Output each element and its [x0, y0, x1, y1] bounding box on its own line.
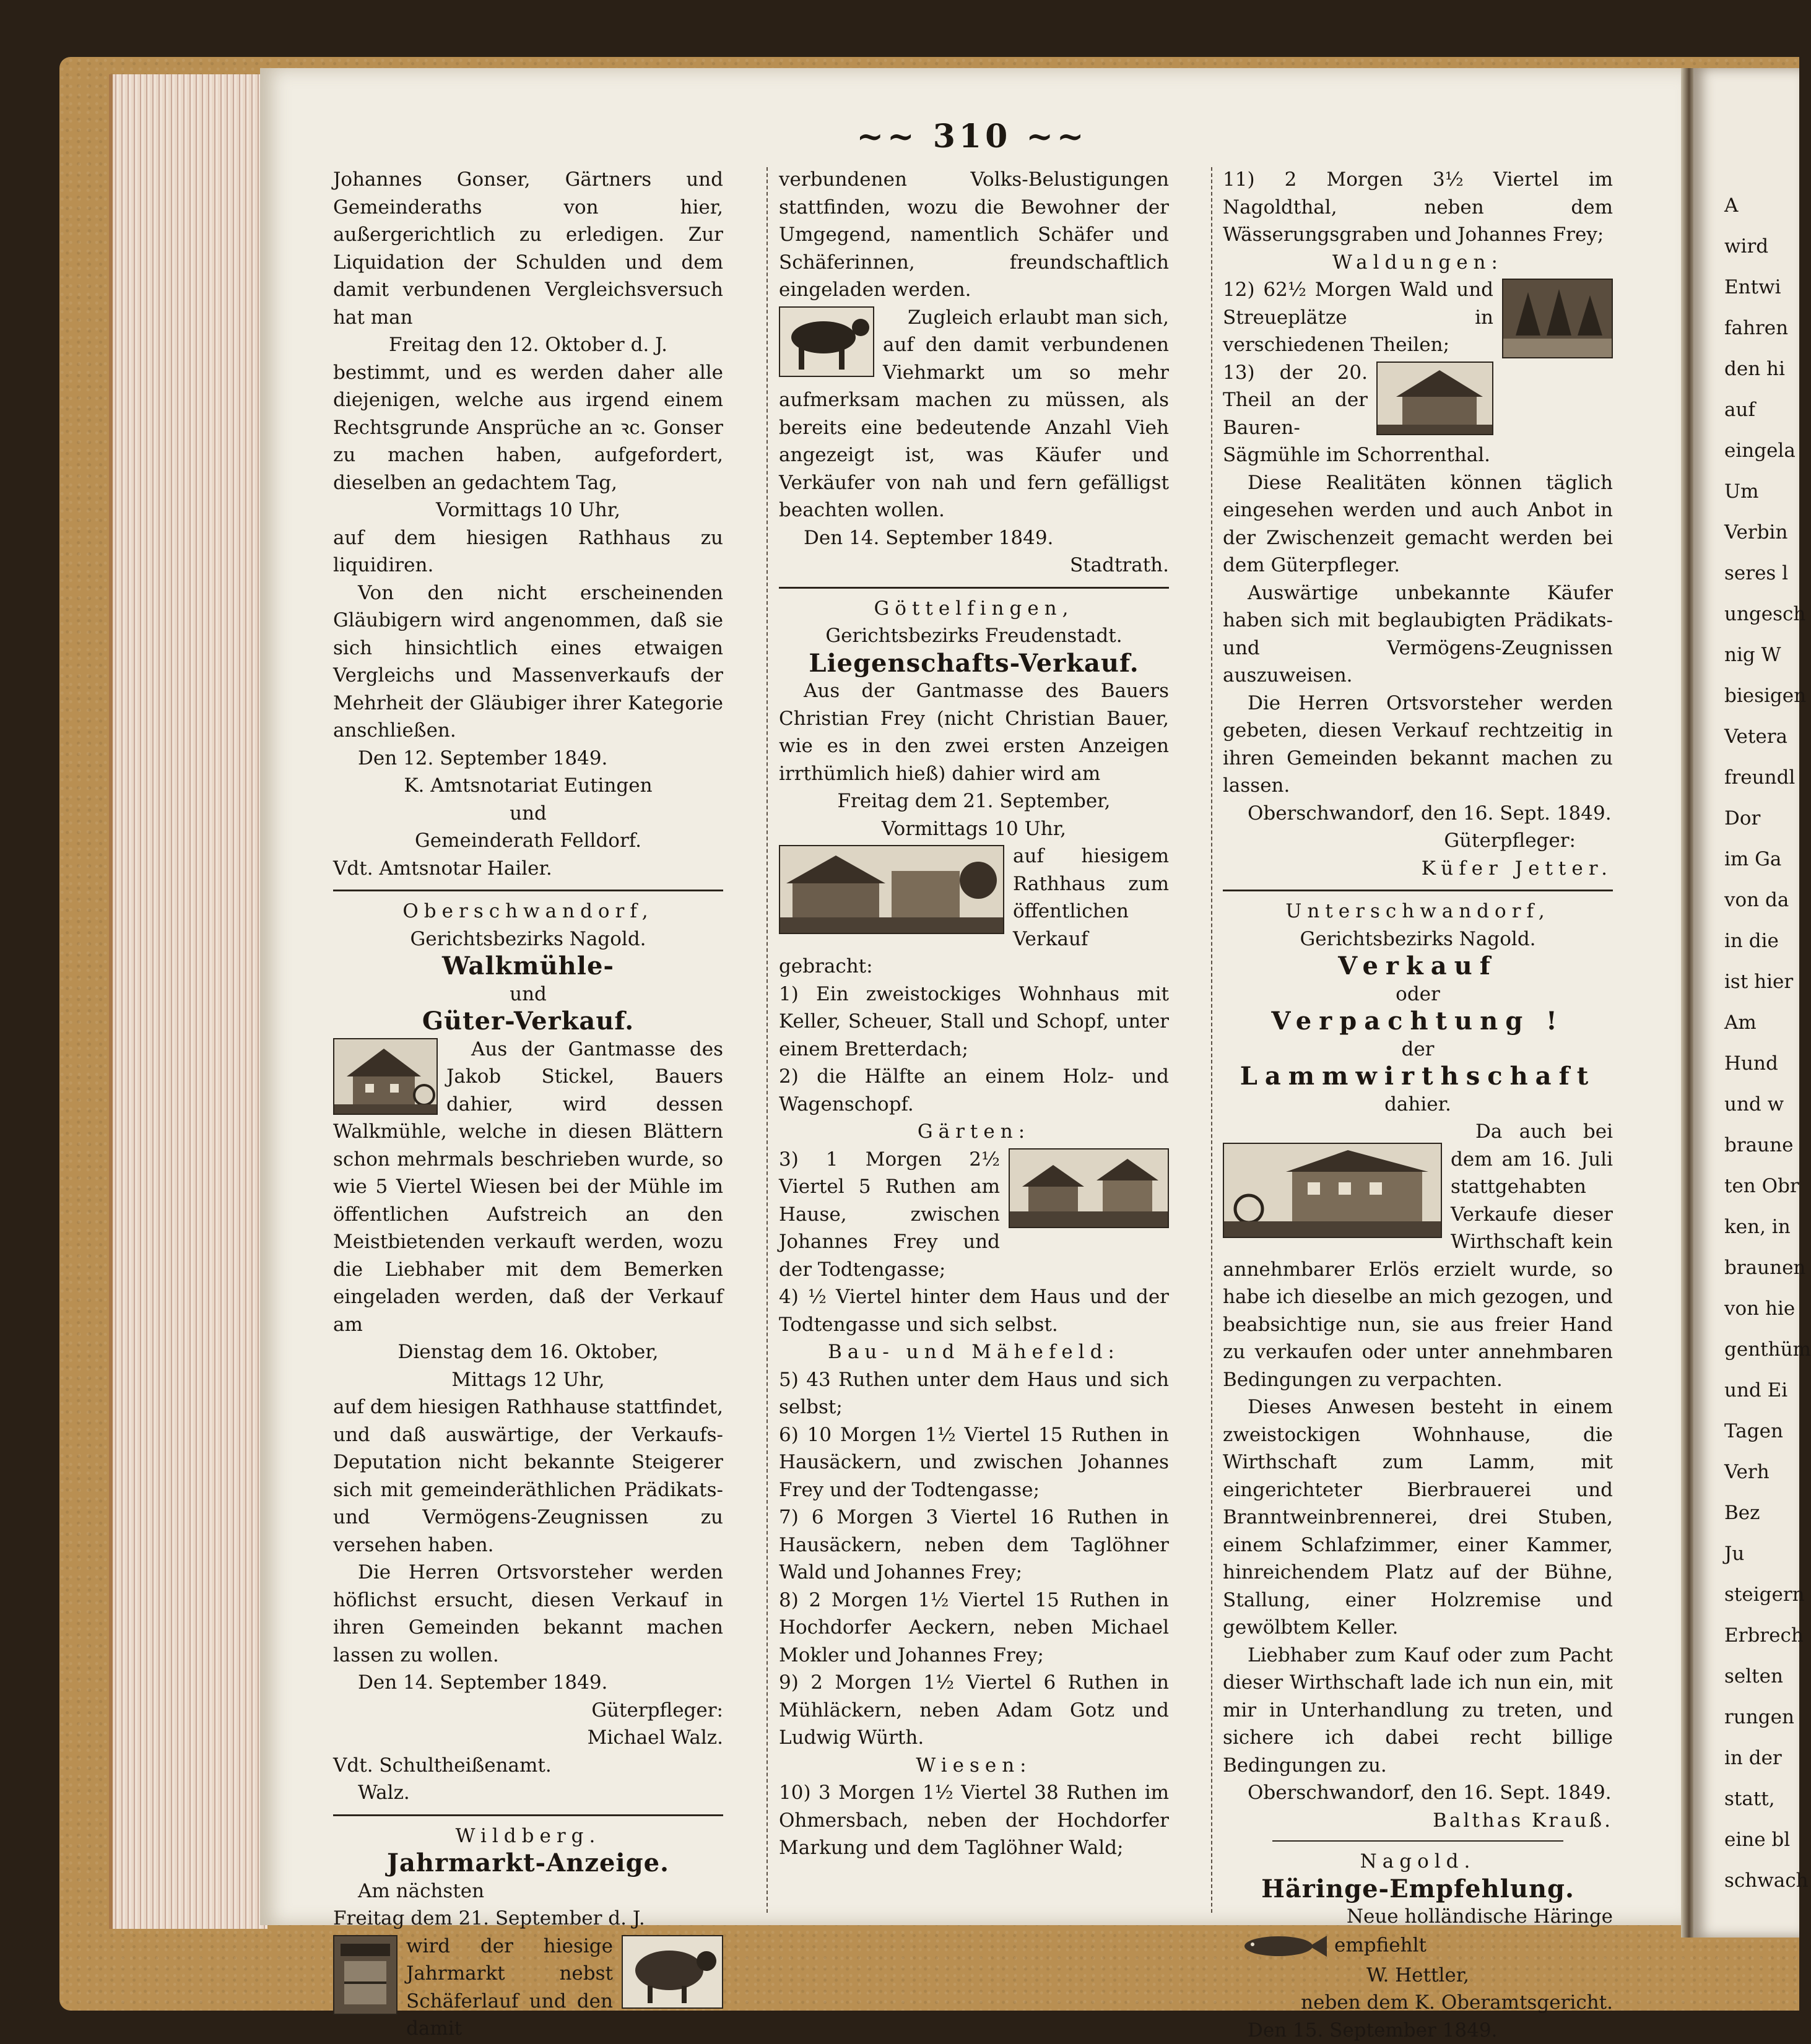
item-8: 8) 2 Morgen 1½ Viertel 15 Ruthen in Hochdorfer Aeckern, neben Michael Mokler und Johannes Frey; — [779, 1587, 1169, 1669]
gonser-text-2: bestimmt, und es werden daher alle diejenigen, welche aus irgend einem Rechtsgrunde Ansprüche an ꝛc. Gonser zu machen haben, aufgefordert, dieselben an gedachtem Tag, — [333, 359, 723, 497]
rule — [333, 1814, 723, 1816]
next-page-word: ungesch — [1724, 600, 1805, 628]
gonser-text: Johannes Gonser, Gärtners und Gemeinderaths von hier, außergerichtlich zu erledigen. Zur Liquidation der Schulden und dem damit verbundenen Vergleichsversuch hat man — [333, 166, 723, 331]
next-page-word: Tagen — [1724, 1418, 1783, 1445]
next-page-word: in die — [1724, 927, 1779, 955]
markt-dated: Den 14. September 1849. — [779, 524, 1169, 552]
col3-text-2: Auswärtige unbekannte Käufer haben sich mit beglaubigten Prädikats- und Vermögens-Zeugnissen auszuweisen. — [1223, 579, 1613, 690]
next-page-word: rungen — [1724, 1704, 1794, 1731]
walk-sig-4: Walz. — [333, 1779, 723, 1807]
next-page-word: von hie — [1724, 1295, 1795, 1323]
markt-text: wird der hiesige Jahrmarkt nebst Schäferlauf und den damit — [333, 1933, 723, 2043]
heading-bau: Bau- und Mähefeld: — [779, 1338, 1169, 1366]
fish-woodcut-icon — [1235, 1931, 1328, 1962]
next-page-word: A — [1724, 192, 1738, 220]
page-number: ~~ 310 ~~ — [260, 118, 1684, 155]
item-11: 11) 2 Morgen 3½ Viertel im Nagoldthal, neben dem Wässerungsgraben und Johannes Frey; — [1223, 166, 1613, 249]
haering-title: Häringe-Empfehlung. — [1223, 1876, 1613, 1903]
lamm-dated: Oberschwandorf, den 16. Sept. 1849. — [1223, 1779, 1613, 1807]
forest-woodcut-icon — [1502, 279, 1613, 358]
gonser-sig-4: Vdt. Amtsnotar Hailer. — [333, 855, 723, 883]
walk-text-3: Die Herren Ortsvorsteher werden höflichst ersucht, diesen Verkauf in ihren Gemeinden bekannt machen lassen zu wollen. — [333, 1559, 723, 1669]
next-page-word: Bez — [1724, 1499, 1760, 1527]
heading-wald: Waldungen: — [1223, 249, 1613, 277]
item-2: 2) die Hälfte an einem Holz- und Wagenschopf. — [779, 1063, 1169, 1118]
rule — [1223, 890, 1613, 891]
walk-title-2: Güter-Verkauf. — [333, 1008, 723, 1036]
next-page-word: eingela — [1724, 437, 1796, 465]
item-6: 6) 10 Morgen 1½ Viertel 15 Ruthen in Hausäckern, und zwischen Johannes Frey und der Todtengasse; — [779, 1421, 1169, 1504]
rule — [779, 587, 1169, 589]
inn-woodcut-icon — [1223, 1143, 1442, 1238]
next-page-word: Hund — [1724, 1050, 1778, 1078]
next-page-word: freundl — [1724, 764, 1795, 792]
next-page-word: wird — [1724, 233, 1768, 261]
next-page-word: Um — [1724, 478, 1759, 506]
booth-woodcut-icon — [333, 1935, 397, 2015]
walk-dated: Den 14. September 1849. — [333, 1669, 723, 1697]
lamm-district: Gerichtsbezirks Nagold. — [1223, 925, 1613, 953]
item-12: 12) 62½ Morgen Wald und Streueplätze in verschiedenen Theilen; — [1223, 276, 1613, 359]
haering-line-2: empfiehlt — [1223, 1931, 1613, 1962]
markt-place: Wildberg. — [333, 1822, 723, 1850]
next-page-word: und Ei — [1724, 1377, 1787, 1405]
item-13: 13) der 20. Theil an der Bauren-Sägmühle im Schorrenthal. — [1223, 359, 1613, 469]
farmhouse-woodcut-icon — [779, 845, 1004, 934]
goett-loc: auf hiesigem Rathhaus zum öffentlichen Verkauf gebracht: — [779, 842, 1169, 981]
next-page-word: schwach — [1724, 1867, 1809, 1895]
gonser-text-4: Von den nicht erscheinenden Gläubigern wird angenommen, daß sie sich hinsichtlich eines etwaigen Vergleichs und Massenverkaufs der Mehrheit der Gläubiger ihrer Kategorie anschließen. — [333, 579, 723, 745]
rule — [1272, 1840, 1563, 1842]
next-page-word: Vetera — [1724, 723, 1787, 751]
next-page-word: von da — [1724, 886, 1789, 914]
gonser-sig-2: und — [333, 800, 723, 828]
mill-woodcut-icon — [333, 1038, 438, 1115]
walk-und: und — [333, 981, 723, 1008]
item-7: 7) 6 Morgen 3 Viertel 16 Ruthen in Hausäckern, neben dem Taglöhner Wald und Johannes Frey; — [779, 1504, 1169, 1587]
walk-place: Oberschwandorf, — [333, 898, 723, 925]
next-page-word: und w — [1724, 1091, 1784, 1119]
next-page-word: eine bl — [1724, 1826, 1790, 1854]
gonser-time: Vormittags 10 Uhr, — [333, 496, 723, 524]
walk-district: Gerichtsbezirks Nagold. — [333, 925, 723, 953]
col3-text-1: Diese Realitäten können täglich eingesehen werden und auch Anbot in der Zwischenzeit gemacht werden bei dem Güterpfleger. — [1223, 469, 1613, 579]
item-9: 9) 2 Morgen 1½ Viertel 6 Ruthen in Mühläckern, neben Adam Gotz und Ludwig Würth. — [779, 1669, 1169, 1752]
haering-line-3: W. Hettler, — [1223, 1962, 1613, 1990]
column-divider — [1211, 167, 1212, 1913]
walk-text-2: auf dem hiesigen Rathhause stattfindet, und daß auswärtige, der Verkaufs-Deputation nicht bekannte Steigerer sich mit gemeinderäthlichen Prädikats- und Vermögens-Zeugnissen zu versehen haben. — [333, 1393, 723, 1559]
next-page-word: seres l — [1724, 560, 1788, 587]
newspaper-page — [260, 68, 1684, 1925]
walk-sig-3: Vdt. Schultheißenamt. — [333, 1752, 723, 1780]
heading-gaerten: Gärten: — [779, 1118, 1169, 1146]
page-edges — [109, 74, 267, 1929]
walk-sig-2: Michael Walz. — [333, 1724, 723, 1752]
gonser-sig-3: Gemeinderath Felldorf. — [333, 827, 723, 855]
next-page-word: biesigen — [1724, 682, 1806, 710]
lamm-title-4: der — [1223, 1036, 1613, 1063]
next-page-word: Am — [1724, 1009, 1757, 1037]
heading-wiesen: Wiesen: — [779, 1752, 1169, 1780]
next-page-word: Dor — [1724, 805, 1760, 833]
goett-place: Göttelfingen, — [779, 595, 1169, 623]
goett-time: Vormittags 10 Uhr, — [779, 815, 1169, 843]
goett-intro: Aus der Gantmasse des Bauers Christian Frey (nicht Christian Bauer, wie es in den zwei ersten Anzeigen irrthümlich hieß) dahier wird am — [779, 677, 1169, 787]
lamm-text-1: Da auch bei dem am 16. Juli stattgehabten Verkaufe dieser Wirthschaft kein annehmbarer Erlös erzielt wurde, so habe ich dieselbe an mich gezogen, und beabsichtige nun, sie aus freier Hand zu verkaufen oder unter annehmbaren Bedingungen zu verpachten. — [1223, 1118, 1613, 1393]
goett-title: Liegenschafts-Verkauf. — [779, 650, 1169, 678]
next-page-word: genthüm — [1724, 1336, 1811, 1364]
haering-line-4: neben dem K. Oberamtsgericht. — [1223, 1989, 1613, 2017]
haering-dated: Den 15. September 1849. — [1223, 2017, 1613, 2044]
next-page-fragment — [1693, 68, 1799, 1938]
item-5: 5) 43 Ruthen unter dem Haus und sich selbst; — [779, 1366, 1169, 1421]
gonser-dated: Den 12. September 1849. — [333, 745, 723, 773]
next-page-word: ten Obr — [1724, 1172, 1799, 1200]
lamm-title-6: dahier. — [1223, 1091, 1613, 1119]
lamm-title-2: oder — [1223, 981, 1613, 1008]
column-3 — [1223, 166, 1613, 2044]
next-page-word: Erbrech — [1724, 1622, 1804, 1650]
next-page-word: auf — [1724, 396, 1755, 424]
haering-line-1: Neue holländische Häringe — [1223, 1903, 1613, 1931]
column-1 — [333, 166, 723, 2043]
sawmill-woodcut-icon — [1376, 362, 1493, 435]
col3-sig-1: Güterpfleger: — [1223, 827, 1613, 855]
next-page-word: steigern — [1724, 1581, 1805, 1609]
col3-dated: Oberschwandorf, den 16. Sept. 1849. — [1223, 800, 1613, 828]
col3-sig-2: Küfer Jetter. — [1223, 855, 1613, 883]
markt-text-2: Zugleich erlaubt man sich, auf den damit verbundenen Viehmarkt um so mehr aufmerksam machen zu müssen, als bereits eine bedeutende Anzahl Vieh angezeigt ist, was Käufer und Verkäufer von nah und fern gefälligst beachten wollen. — [779, 304, 1169, 524]
rule — [333, 890, 723, 891]
next-page-word: nig W — [1724, 641, 1781, 669]
village-woodcut-icon — [1009, 1148, 1169, 1228]
goett-district: Gerichtsbezirks Freudenstadt. — [779, 622, 1169, 650]
column-divider — [767, 167, 768, 1913]
item-4: 4) ½ Viertel hinter dem Haus und der Todtengasse und sich selbst. — [779, 1283, 1169, 1338]
lamm-place: Unterschwandorf, — [1223, 898, 1613, 925]
lamm-title-5: Lammwirthschaft — [1223, 1063, 1613, 1091]
next-page-word: ken, in — [1724, 1213, 1791, 1241]
column-2 — [779, 166, 1169, 1862]
next-page-word: braunen — [1724, 1254, 1805, 1282]
next-page-word: fahren — [1724, 314, 1788, 342]
lamm-title-1: Verkauf — [1223, 953, 1613, 981]
next-page-word: selten — [1724, 1663, 1783, 1691]
walk-date: Dienstag dem 16. Oktober, — [333, 1338, 723, 1366]
next-page-word: Ju — [1724, 1540, 1744, 1568]
next-page-word: Verh — [1724, 1458, 1770, 1486]
lamm-sig: Balthas Krauß. — [1223, 1807, 1613, 1835]
next-page-word: Verbin — [1724, 519, 1787, 547]
item-10: 10) 3 Morgen 1½ Viertel 38 Ruthen im Ohmersbach, neben der Hochdorfer Markung und dem Taglöhner Wald; — [779, 1779, 1169, 1862]
gonser-sig-1: K. Amtsnotariat Eutingen — [333, 772, 723, 800]
next-page-word: Entwi — [1724, 274, 1781, 301]
goett-date: Freitag dem 21. September, — [779, 787, 1169, 815]
next-page-word: statt, — [1724, 1785, 1775, 1813]
walk-text-1: Aus der Gantmasse des Jakob Stickel, Bauers dahier, wird dessen Walkmühle, welche in diesen Blättern schon mehrmals beschrieben wurde, so wie 5 Viertel Wiesen bei der Mühle im öffentlichen Aufstreich an den Meistbietenden verkauft werden, wozu die Liebhaber mit dem Bemerken eingeladen werden, daß der Verkauf am — [333, 1036, 723, 1339]
sheep-woodcut-icon — [622, 1935, 723, 2009]
walk-title-1: Walkmühle- — [333, 953, 723, 981]
walk-sig-1: Güterpfleger: — [333, 1697, 723, 1725]
markt-line-2: Freitag dem 21. September d. J. — [333, 1905, 723, 1933]
item-1: 1) Ein zweistockiges Wohnhaus mit Keller, Scheuer, Stall und Schopf, unter einem Bretterdach; — [779, 981, 1169, 1063]
next-page-word: braune — [1724, 1132, 1793, 1159]
next-page-word: in der — [1724, 1744, 1782, 1772]
next-page-word: ist hier — [1724, 968, 1793, 996]
haering-place: Nagold. — [1223, 1848, 1613, 1876]
gonser-text-3: auf dem hiesigen Rathhaus zu liquidiren. — [333, 524, 723, 579]
item-3: 3) 1 Morgen 2½ Viertel 5 Ruthen am Hause, zwischen Johannes Frey und der Todtengasse; — [779, 1146, 1169, 1284]
lamm-title-3: Verpachtung ! — [1223, 1008, 1613, 1036]
gonser-date: Freitag den 12. Oktober d. J. — [333, 331, 723, 359]
lamm-text-2: Dieses Anwesen besteht in einem zweistockigen Wohnhause, die Wirthschaft zum Lamm, mit eingerichteter Bierbrauerei und Branntweinbrennerei, drei Stuben, einem Schlafzimmer, einer Kammer, hinreichendem Platz auf der Bühne, Stallung, einer Holzremise und gewölbtem Keller. — [1223, 1393, 1613, 1642]
lamm-text-3: Liebhaber zum Kauf oder zum Pacht dieser Wirthschaft lade ich nun ein, mit mir in Unterhandlung zu treten, und sichere ich dabei recht billige Bedingungen zu. — [1223, 1642, 1613, 1780]
next-page-word: im Ga — [1724, 846, 1781, 873]
cow-woodcut-icon — [779, 306, 874, 377]
markt-line-1: Am nächsten — [333, 1877, 723, 1905]
markt-text-cont: verbundenen Volks-Belustigungen stattfinden, wozu die Bewohner der Umgegend, namentlich Schäfer und Schäferinnen, freundschaftlich eingeladen werden. — [779, 166, 1169, 304]
markt-title: Jahrmarkt-Anzeige. — [333, 1850, 723, 1877]
next-page-word: den hi — [1724, 355, 1785, 383]
walk-time: Mittags 12 Uhr, — [333, 1366, 723, 1394]
col3-text-3: Die Herren Ortsvorsteher werden gebeten, diesen Verkauf rechtzeitig in ihren Gemeinden bekannt machen zu lassen. — [1223, 690, 1613, 800]
markt-sig: Stadtrath. — [779, 552, 1169, 579]
